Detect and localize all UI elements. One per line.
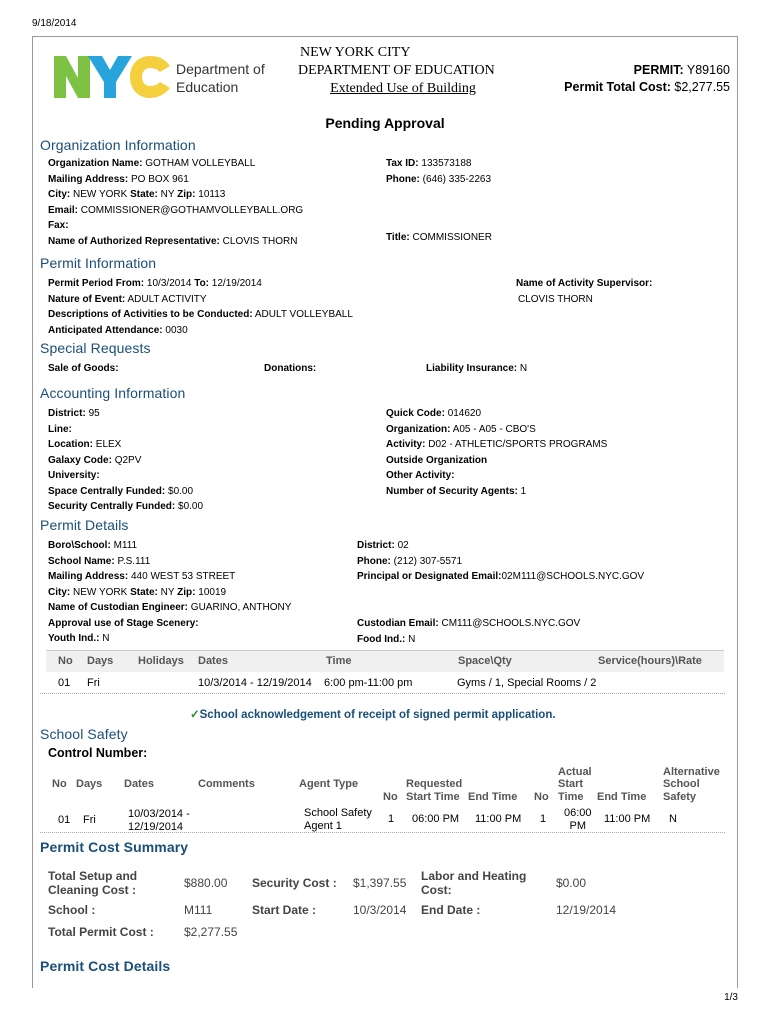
donations-label: Donations:: [264, 363, 317, 374]
logo-dept-line2: Education: [176, 79, 239, 95]
food-label: Food Ind.:: [357, 633, 406, 645]
org-taxid: 133573188: [421, 158, 472, 169]
ss-th-req-end: End Time: [468, 791, 518, 803]
acc-agents-label: Number of Security Agents:: [386, 485, 518, 497]
details-row-divider: [40, 693, 725, 694]
nyc-logo-icon: [52, 52, 172, 100]
org-email: COMMISSIONER@GOTHAMVOLLEYBALL.ORG: [80, 204, 304, 216]
security-cost-label: Security Cost :: [252, 876, 337, 890]
attendance-value: 0030: [165, 324, 188, 336]
ss-td-act-end: 11:00 PM: [604, 813, 651, 825]
section-special: Special Requests: [40, 340, 151, 356]
org-address: PO BOX 961: [130, 173, 189, 185]
section-accounting: Accounting Information: [40, 385, 186, 401]
total-permit-cost-label: Total Permit Cost :: [48, 925, 154, 939]
ss-td-agent-2: Agent 1: [304, 820, 342, 832]
ss-td-dates-2: 12/19/2014: [128, 821, 184, 833]
end-date-value: 12/19/2014: [556, 903, 617, 917]
logo-dept-line1: Department of: [176, 61, 265, 77]
ss-th-act-start-1: Start: [558, 778, 584, 790]
acc-activity-label: Activity:: [386, 439, 426, 450]
school-phone: (212) 307-5571: [393, 555, 463, 567]
acc-agents: 1: [520, 485, 527, 497]
youth-label: Youth Ind.:: [48, 633, 100, 644]
acc-outside-label: Outside Organization: [386, 454, 488, 466]
principal-label: Principal or Designated Email:: [357, 571, 502, 582]
setup-label-2: Cleaning Cost :: [48, 883, 137, 897]
ss-th-actual: Actual: [558, 766, 592, 778]
permit-info-right: [516, 276, 652, 307]
period-from: 10/3/2014: [146, 278, 192, 289]
org-zip-label: Zip:: [177, 189, 196, 200]
th-space: Space\Qty: [458, 655, 512, 667]
org-zip: 10113: [198, 189, 226, 200]
school-value: P.S.111: [117, 555, 151, 567]
org-line2: DEPARTMENT OF EDUCATION: [298, 63, 495, 78]
ss-th-alt-2: School: [663, 778, 700, 790]
td-dates: 10/3/2014 - 12/19/2014: [198, 677, 312, 689]
total-permit-cost-value: $2,277.55: [184, 925, 238, 939]
permit-info-left: [48, 276, 353, 338]
ss-td-dates-1: 10/03/2014 -: [128, 808, 190, 820]
desc-label: Descriptions of Activities to be Conducted:: [48, 309, 253, 320]
liability-value: N: [519, 363, 528, 374]
acc-security: $0.00: [178, 501, 204, 512]
ss-td-req-no: 1: [388, 813, 395, 825]
cust-email-label: Custodian Email:: [357, 618, 439, 629]
school-phone-label: Phone:: [357, 555, 391, 567]
page-number: 1/3: [724, 992, 738, 1003]
org-phone-label: Phone:: [386, 173, 420, 185]
acc-district-label: District:: [48, 408, 86, 419]
school-district-label: District:: [357, 540, 395, 551]
logo-dept-text: [176, 60, 265, 96]
sale-label: Sale of Goods:: [48, 363, 119, 374]
section-permit-details: Permit Details: [40, 517, 129, 533]
supervisor-value: CLOVIS THORN: [518, 293, 593, 305]
acc-location: ELEX: [95, 439, 122, 450]
supervisor-label: Name of Activity Supervisor:: [516, 278, 653, 289]
org-fax-label: Fax:: [48, 220, 69, 231]
end-date-label: End Date :: [421, 903, 481, 917]
org-line1: NEW YORK CITY: [300, 45, 411, 60]
acc-quick: 014620: [447, 408, 482, 419]
cust-email: CM111@SCHOOLS.NYC.GOV: [441, 618, 581, 629]
acc-other-label: Other Activity:: [386, 470, 455, 481]
setup-label: [48, 869, 137, 897]
org-email-label: Email:: [48, 204, 79, 216]
permit-value: Y89160: [686, 63, 730, 77]
ss-row-divider: [40, 832, 725, 833]
school-address-label: Mailing Address:: [48, 571, 129, 582]
ss-th-dates: Dates: [124, 778, 154, 790]
acc-security-label: Security Centrally Funded:: [48, 501, 176, 512]
boro-label: Boro\School:: [48, 540, 111, 551]
ss-th-no: No: [52, 778, 67, 790]
period-to-label: To:: [194, 278, 210, 289]
ss-td-act-start-2: PM: [569, 820, 587, 832]
setup-value: $880.00: [184, 876, 228, 890]
doc-subtitle: Extended Use of Building: [330, 81, 476, 96]
start-date-value: 10/3/2014: [353, 903, 407, 917]
section-school-safety: School Safety: [40, 726, 128, 742]
acc-space: $0.00: [168, 485, 194, 497]
school-district: 02: [397, 540, 409, 551]
details-left: [48, 538, 291, 647]
acc-line-label: Line:: [48, 423, 72, 435]
school-zip: 10019: [198, 586, 227, 598]
liability-label: Liability Insurance:: [426, 363, 518, 374]
acc-org: A05 - A05 - CBO'S: [452, 423, 536, 435]
setup-label-1: Total Setup and: [48, 869, 138, 883]
start-date-label: Start Date :: [252, 903, 317, 917]
period-to: 12/19/2014: [211, 278, 262, 289]
summary-school-label: School :: [48, 903, 96, 917]
labor-value: $0.00: [556, 876, 587, 890]
ss-th-requested: Requested: [406, 778, 463, 790]
checkmark-icon: ✓: [190, 709, 200, 721]
control-number-label: Control Number:: [48, 746, 148, 760]
ss-td-act-no: 1: [540, 813, 547, 825]
td-days: Fri: [87, 677, 100, 689]
acc-activity: D02 - ATHLETIC/SPORTS PROGRAMS: [428, 439, 608, 450]
header-permit: [564, 62, 730, 96]
section-organization: Organization Information: [40, 137, 196, 153]
acc-galaxy-label: Galaxy Code:: [48, 454, 112, 466]
org-name-label: Organization Name:: [48, 158, 143, 169]
th-days: Days: [87, 655, 114, 667]
food-value: N: [408, 633, 416, 645]
ss-td-req-end: 11:00 PM: [475, 813, 522, 825]
th-service: Service(hours)\Rate: [598, 655, 702, 667]
ss-th-comments: Comments: [198, 778, 255, 790]
org-city-label: City:: [48, 189, 71, 200]
ss-td-agent: [304, 807, 372, 833]
period-label: Permit Period From:: [48, 278, 145, 289]
print-date: 9/18/2014: [32, 18, 77, 29]
school-zip-label: Zip:: [177, 586, 196, 598]
school-state: NY: [160, 586, 175, 598]
details-right-lower: [357, 616, 580, 647]
ss-td-alt: N: [669, 813, 677, 825]
labor-label-2: Cost:: [421, 883, 452, 897]
security-cost-value: $1,397.55: [353, 876, 407, 890]
acc-galaxy: Q2PV: [114, 454, 142, 466]
section-cost-summary: Permit Cost Summary: [40, 839, 189, 855]
org-left-col: [48, 156, 303, 249]
boro-value: M111: [113, 540, 138, 551]
summary-school-value: M111: [184, 903, 213, 917]
ss-td-agent-1: School Safety: [304, 807, 372, 819]
td-no: 01: [58, 677, 71, 689]
ss-th-act-start: Time: [558, 791, 584, 803]
ss-td-req-start: 06:00 PM: [412, 813, 460, 825]
ss-td-days: Fri: [83, 814, 96, 826]
ss-th-act-no: No: [534, 791, 549, 803]
org-title-label: Title:: [386, 232, 410, 243]
ss-th-req-no: No: [383, 791, 398, 803]
ss-td-act-start-1: 06:00: [564, 807, 592, 819]
principal-value: 02M111@SCHOOLS.NYC.GOV: [501, 571, 645, 582]
acknowledgement: [190, 707, 556, 721]
ss-th-days: Days: [76, 778, 103, 790]
acc-org-label: Organization:: [386, 423, 451, 435]
th-no: No: [58, 655, 73, 667]
ss-th-agent-type: Agent Type: [299, 778, 359, 790]
org-title-value: COMMISSIONER: [412, 232, 492, 243]
accounting-right: [386, 406, 607, 499]
org-taxid-label: Tax ID:: [386, 158, 419, 169]
status-title: Pending Approval: [325, 115, 445, 131]
acc-district: 95: [88, 408, 100, 419]
acc-space-label: Space Centrally Funded:: [48, 485, 166, 497]
acc-university-label: University:: [48, 470, 100, 481]
org-state: NY: [160, 189, 175, 200]
td-time: 6:00 pm-11:00 pm: [324, 677, 413, 689]
details-right: [357, 538, 644, 585]
org-title-row: [386, 230, 492, 246]
desc-value: ADULT VOLLEYBALL: [254, 309, 353, 320]
school-city-label: City:: [48, 586, 71, 598]
ss-th-req-start: Start Time: [406, 791, 460, 803]
org-right-col: [386, 156, 491, 187]
org-phone: (646) 335-2263: [422, 173, 492, 185]
total-cost-label: Permit Total Cost:: [564, 80, 671, 94]
acknowledgement-text: School acknowledgement of receipt of signed permit application.: [199, 709, 556, 721]
labor-label: [421, 869, 526, 897]
acc-quick-label: Quick Code:: [386, 408, 445, 419]
section-permit-info: Permit Information: [40, 255, 157, 271]
total-cost-value: $2,277.55: [674, 80, 730, 94]
org-city: NEW YORK: [73, 189, 128, 200]
org-name: GOTHAM VOLLEYBALL: [145, 158, 256, 169]
ss-th-act-end: End Time: [597, 791, 647, 803]
th-holidays: Holidays: [138, 655, 184, 667]
org-state-label: State:: [130, 189, 158, 200]
attendance-label: Anticipated Attendance:: [48, 324, 163, 336]
th-time: Time: [326, 655, 352, 667]
ss-td-act-start: [564, 807, 592, 833]
acc-location-label: Location:: [48, 439, 93, 450]
custodian-value: GUARINO, ANTHONY: [190, 602, 292, 613]
td-space: Gyms / 1, Special Rooms / 2: [457, 677, 597, 689]
accounting-left: [48, 406, 203, 515]
ss-td-no: 01: [58, 814, 71, 826]
nature-value: ADULT ACTIVITY: [127, 293, 207, 305]
permit-label: PERMIT:: [633, 63, 684, 77]
school-label: School Name:: [48, 555, 115, 567]
ss-td-dates: [128, 808, 190, 834]
org-rep-label: Name of Authorized Representative:: [48, 235, 220, 247]
ss-th-alt-3: Safety: [663, 791, 697, 803]
school-address: 440 WEST 53 STREET: [130, 571, 236, 582]
org-address-label: Mailing Address:: [48, 173, 129, 185]
liability-row: [426, 361, 527, 377]
school-city: NEW YORK: [73, 586, 128, 598]
youth-value: N: [102, 633, 110, 644]
th-dates: Dates: [198, 655, 228, 667]
ss-th-alt-1: Alternative: [663, 766, 720, 778]
labor-label-1: Labor and Heating: [421, 869, 527, 883]
stage-label: Approval use of Stage Scenery:: [48, 617, 199, 629]
header-org: [298, 44, 508, 98]
nature-label: Nature of Event:: [48, 293, 126, 305]
school-state-label: State:: [130, 586, 158, 598]
org-rep: CLOVIS THORN: [222, 235, 298, 247]
section-cost-details: Permit Cost Details: [40, 958, 171, 974]
custodian-label: Name of Custodian Engineer:: [48, 602, 189, 613]
